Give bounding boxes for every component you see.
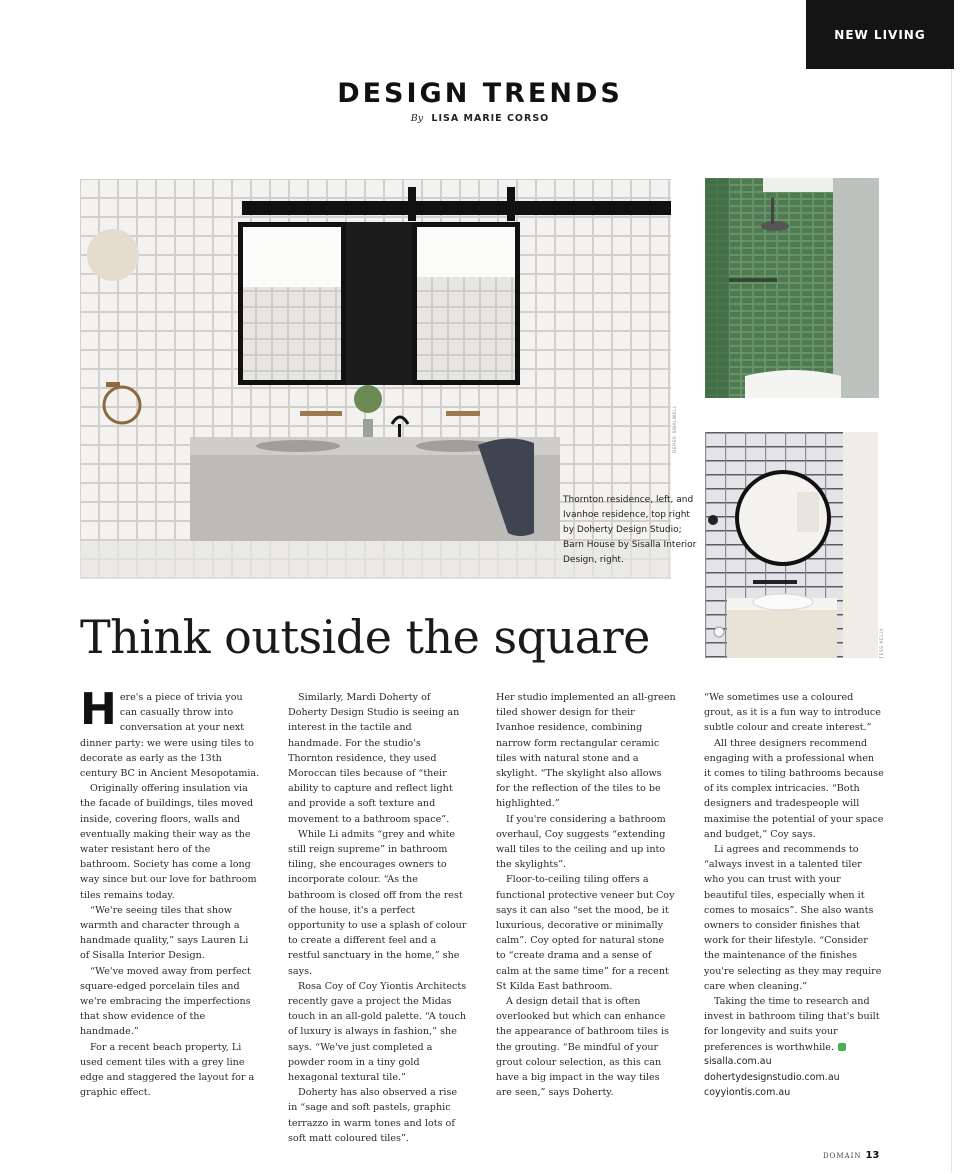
article-column-2	[288, 690, 468, 1146]
photo-barn-house	[705, 432, 878, 658]
article-paragraph: Doherty has also observed a rise in “sage and soft pastels, graphic terrazzo in warm tones and lots of soft matt coloured tiles”.	[288, 1087, 458, 1144]
article-paragraph: “We're seeing tiles that show warmth and character through a handmade quality,” says Lauren Li of Sisalla Interior Design.	[80, 904, 249, 962]
link-coy-yiontis[interactable]: coyyiontis.com.au	[704, 1087, 791, 1098]
drop-cap: H	[80, 684, 117, 735]
link-sisalla[interactable]: sisalla.com.au	[704, 1056, 772, 1067]
photo-ivanhoe-residence	[705, 178, 879, 398]
section-tab: NEW LIVING	[806, 0, 954, 69]
article-paragraph: Floor-to-ceiling tiling offers a functional protective veneer but Coy says it can also “set the mood, be it luxurious, decorative or minimally calm”. Coy opted for natural stone to “create drama and a sense of calm at the same time” for a recent St Kilda East bathroom.	[496, 874, 675, 992]
article-paragraph: For a recent beach property, Li used cement tiles with a grey line edge and staggered the layout for a graphic effect.	[80, 1041, 255, 1099]
article-paragraph: “We sometimes use a coloured grout, as it is a fun way to introduce subtle colour and create interest.”	[704, 692, 881, 734]
ivanhoe-shower-illustration	[705, 178, 879, 398]
article-paragraph: Li agrees and recommends to “always invest in a talented tiler who you can trust with your beautiful tiles, especially when it comes to mosaics”. She also wants owners to consider finishes that work for their lifestyle. “Consider the maintenance of the finishes you're selecting as they may require care when cleaning.”	[704, 844, 882, 992]
section-heading: DESIGN TRENDS	[337, 78, 623, 109]
article-paragraph: All three designers recommend engaging with a professional when it comes to tiling bathrooms because of its complex intricacies. “Both designers and tradespeople will maximise the potential of your space and budget,” Coy says.	[704, 737, 884, 840]
article-paragraph: Here's a piece of trivia you can casually throw into conversation at your next dinner party: we were using tiles to decorate as early as the 13th century BC in Ancient Mesopotamia.	[80, 684, 260, 780]
article-paragraph: While Li admits “grey and white still reign supreme” in bathroom tiling, she encourages owners to incorporate colour. “As the bathroom is closed off from the rest of the house, it's a perfect opportunity to use a splash of colour to create a different feel and a restful sanctuary in the home,” she says.	[288, 828, 467, 977]
end-mark-icon	[838, 1043, 846, 1051]
author-name: LISA MARIE CORSO	[431, 113, 550, 124]
article-column-4	[704, 690, 884, 1055]
publication-name: DOMAIN	[823, 1152, 862, 1160]
article-paragraph: Similarly, Mardi Doherty of Doherty Design Studio is seeing an interest in the tactile and handmade. For the studio's Thornton residence, they used Moroccan tiles because of “their ability to capture and reflect light and provide a soft texture and movement to a bathroom space”.	[288, 692, 460, 825]
byline-prefix: By	[410, 113, 424, 124]
article-column-1	[80, 684, 260, 1100]
article-paragraph: Rosa Coy of Coy Yiontis Architects recently gave a project the Midas touch in an all-gold palette. “A touch of luxury is always in fashion,” she says. “We've just completed a powder room in a tiny gold hexagonal textural tile.”	[288, 980, 467, 1084]
article-column-3	[496, 690, 676, 1100]
article-paragraph: A design detail that is often overlooked but which can enhance the appearance of bathroom tiles is the grouting. “Be mindful of your grout colour selection, as this can have a big impact in the way tiles are seen,” says Doherty.	[496, 996, 669, 1099]
article-paragraph: Originally offering insulation via the facade of buildings, tiles moved inside, covering floors, walls and eventually making their way as the water resistant hero of the bathroom. Society has come a long way since but our love for bathroom tiles remains today.	[80, 783, 257, 901]
photo-credit-thornton: DEREK SWALWELL	[673, 405, 678, 454]
photo-caption: Thornton residence, left, and Ivanhoe residence, top right by Doherty Design Studio; Barn House by Sisalla Interior Design, right.	[563, 495, 697, 565]
photo-credit-barn-house: TESS KELLY	[880, 628, 885, 659]
link-doherty-design-studio[interactable]: dohertydesignstudio.com.au	[704, 1071, 840, 1083]
barn-house-bathroom-illustration	[705, 432, 878, 658]
article-paragraph: “We've moved away from perfect square-edged porcelain tiles and we're embracing the imperfections that show evidence of the handmade.”	[80, 965, 251, 1038]
article-paragraph: If you're considering a bathroom overhaul, Coy suggests “extending wall tiles to the ceiling and up into the skylights”.	[496, 813, 666, 871]
website-links	[704, 1054, 840, 1101]
page-folio	[823, 1150, 879, 1161]
article-paragraph: Her studio implemented an all-green tiled shower design for their Ivanhoe residence, combining narrow form rectangular ceramic tiles with natural stone and a skylight. “The skylight also allows for the reflection of the tiles to be highlighted.”	[496, 692, 676, 810]
article-paragraph: Taking the time to research and invest in bathroom tiling that's built for longevity and suits your preferences is worthwhile.	[704, 996, 880, 1053]
byline	[0, 113, 960, 124]
page-number: 13	[865, 1150, 880, 1161]
article-headline: Think outside the square	[80, 610, 650, 664]
